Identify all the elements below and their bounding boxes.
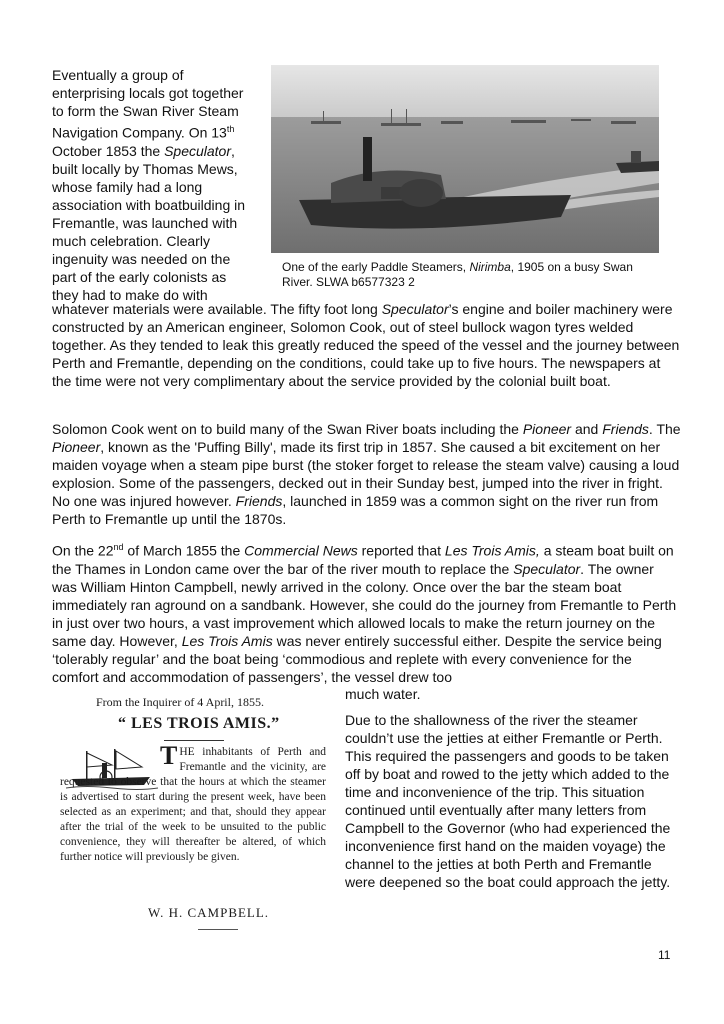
les-trois-amis-paragraph — [52, 538, 682, 686]
text-run: Solomon Cook went on to build many of the Swan River boats including the — [52, 421, 523, 437]
newspaper-name: Commercial News — [244, 542, 358, 559]
vessel-name-speculator: Speculator — [381, 301, 449, 317]
vessel-name-pioneer: Pioneer — [522, 421, 572, 437]
text-run: , launched in 1859 was a common sight on the river run from Perth to Fremantle up until the 1870s. — [52, 493, 659, 527]
solomon-cook-paragraph — [52, 420, 682, 528]
text-run: a steam boat built on the Thames in London came over the bar of the river mouth to replace the — [52, 542, 674, 577]
ordinal-suffix: nd — [113, 542, 124, 552]
intro-comma: , — [231, 142, 235, 159]
vessel-name-speculator: Speculator — [164, 142, 232, 159]
text-run: On the 22 — [52, 542, 114, 559]
caption-pre: One of the early Paddle Steamers, — [282, 260, 470, 274]
intro-line: association with boatbuilding in — [52, 196, 246, 213]
vessel-name-friends: Friends — [235, 493, 283, 509]
text-run: and — [571, 421, 603, 437]
paragraph-text — [52, 420, 682, 528]
clipping-end-rule — [198, 929, 238, 930]
vessel-name-speculator: Speculator — [513, 560, 581, 577]
intro-line: they had to make do with — [52, 286, 208, 303]
text-run: , known as the 'Puffing Billy', made its first trip in 1857. She caused a bit excitement on her maiden voyage when a steam pipe burst (the stoker forget to release the steam valve) causing a loud explosion. Some of the passengers, decked out in their Sunday best, jumped into the river in fright. No one was injured however. — [52, 439, 680, 509]
speculator-paragraph — [52, 300, 682, 390]
vessel-name-friends: Friends — [602, 421, 649, 437]
intro-line: Eventually a group of — [52, 67, 184, 83]
clipping-body-text: HE inhabitants of Perth and Fremantle and the vicinity, are requested to observe that the hours at which the steamer is advertised to start during the present week, have been selected as an experiment; and that, should they appear after the trial of the week to be unsuited to the public convenience, they will thereafter be altered, of which further notice will previously be given. — [60, 746, 326, 863]
clipping-title: “ LES TROIS AMIS.” — [118, 715, 280, 732]
intro-date-text: October 1853 the — [52, 142, 165, 159]
ordinal-suffix: th — [226, 124, 235, 134]
caption-vessel-name: Nirimba — [469, 260, 511, 274]
intro-line: much celebration. Clearly — [52, 232, 210, 249]
photo-caption — [282, 260, 662, 290]
intro-line: built locally by Thomas Mews, — [52, 160, 238, 177]
clipping-dropcap: T — [160, 741, 178, 770]
intro-line: enterprising locals got together — [52, 85, 244, 101]
paddle-steamer-photo — [271, 65, 659, 253]
clipping-source: From the Inquirer of 4 April, 1855. — [96, 695, 264, 709]
caption-post: , 1905 on a busy Swan River. SLWA b6577323 2 — [282, 260, 633, 289]
vessel-name-pioneer: Pioneer — [52, 439, 101, 455]
intro-line: to form the Swan River Steam — [52, 103, 239, 119]
vessel-name-les-trois-amis: Les Trois Amis — [181, 632, 273, 649]
text-run: of March 1855 the — [123, 542, 245, 559]
paragraph-text — [52, 538, 682, 686]
text-run: . The — [648, 421, 681, 437]
vessel-name-les-trois-amis: Les Trois Amis, — [444, 542, 540, 559]
intro-line — [52, 142, 264, 160]
page-number: 11 — [658, 948, 671, 962]
photo-graphic — [271, 65, 659, 253]
paragraph-continuation: much water. — [345, 686, 421, 702]
paragraph-text — [52, 300, 682, 390]
paragraph-text: Due to the shallowness of the river the steamer couldn’t use the jetties at either Fremantle or Perth. This required the passengers and goods to be taken off by boat and rowed to the jetty which added to the time and inconvenience of the trip. This situation continued until eventually after many letters from Campbell to the Governor (who had experienced the inconvenience first hand on the maiden voyage) the channel to the jetties at both Perth and Fremantle were deepened so the boat could approach the jetty. — [345, 712, 671, 890]
newspaper-clipping — [58, 695, 328, 935]
intro-paragraph — [52, 66, 264, 304]
intro-line: ingenuity was needed on the — [52, 250, 231, 267]
clipping-signature: W. H. CAMPBELL. — [148, 905, 270, 920]
intro-line: part of the early colonists as — [52, 268, 227, 285]
text-run: ’s engine and boiler machinery were constructed by an American engineer, Solomon Cook, out of steel bullock wagon tyres welded together. As they tended to leak this greatly reduced the speed of the vessel and the journey between Perth and Fremantle, depending on the conditions, could take up to five hours. The newspapers at the time were not very complimentary about the service provided by the colonial built boat. — [52, 301, 680, 389]
shallow-river-paragraph — [345, 711, 685, 891]
clipping-body — [60, 741, 326, 865]
text-run: reported that — [357, 542, 445, 559]
intro-date-text: Navigation Company. On 13 — [52, 124, 227, 141]
intro-line — [52, 120, 264, 142]
text-run: whatever materials were available. The fifty foot long — [52, 301, 382, 317]
text-run: . The owner was William Hinton Campbell, newly arrived in the colony. Once over the bar the steam boat immediately ran aground on a sandbank. However, she could do the journey from Fremantle to Perth in just over two hours, a vast improvement which allowed locals to make the return journey on the same day. However, — [52, 560, 677, 649]
intro-line: Fremantle, was launched with — [52, 214, 238, 231]
intro-line: whose family had a long — [52, 178, 203, 195]
text-run: was never entirely successful either. Despite the service being ‘tolerably regular’ and the boat being ‘commodious and replete with every convenience for the comfort and accommodation of passengers’, the vessel drew too — [52, 632, 662, 685]
